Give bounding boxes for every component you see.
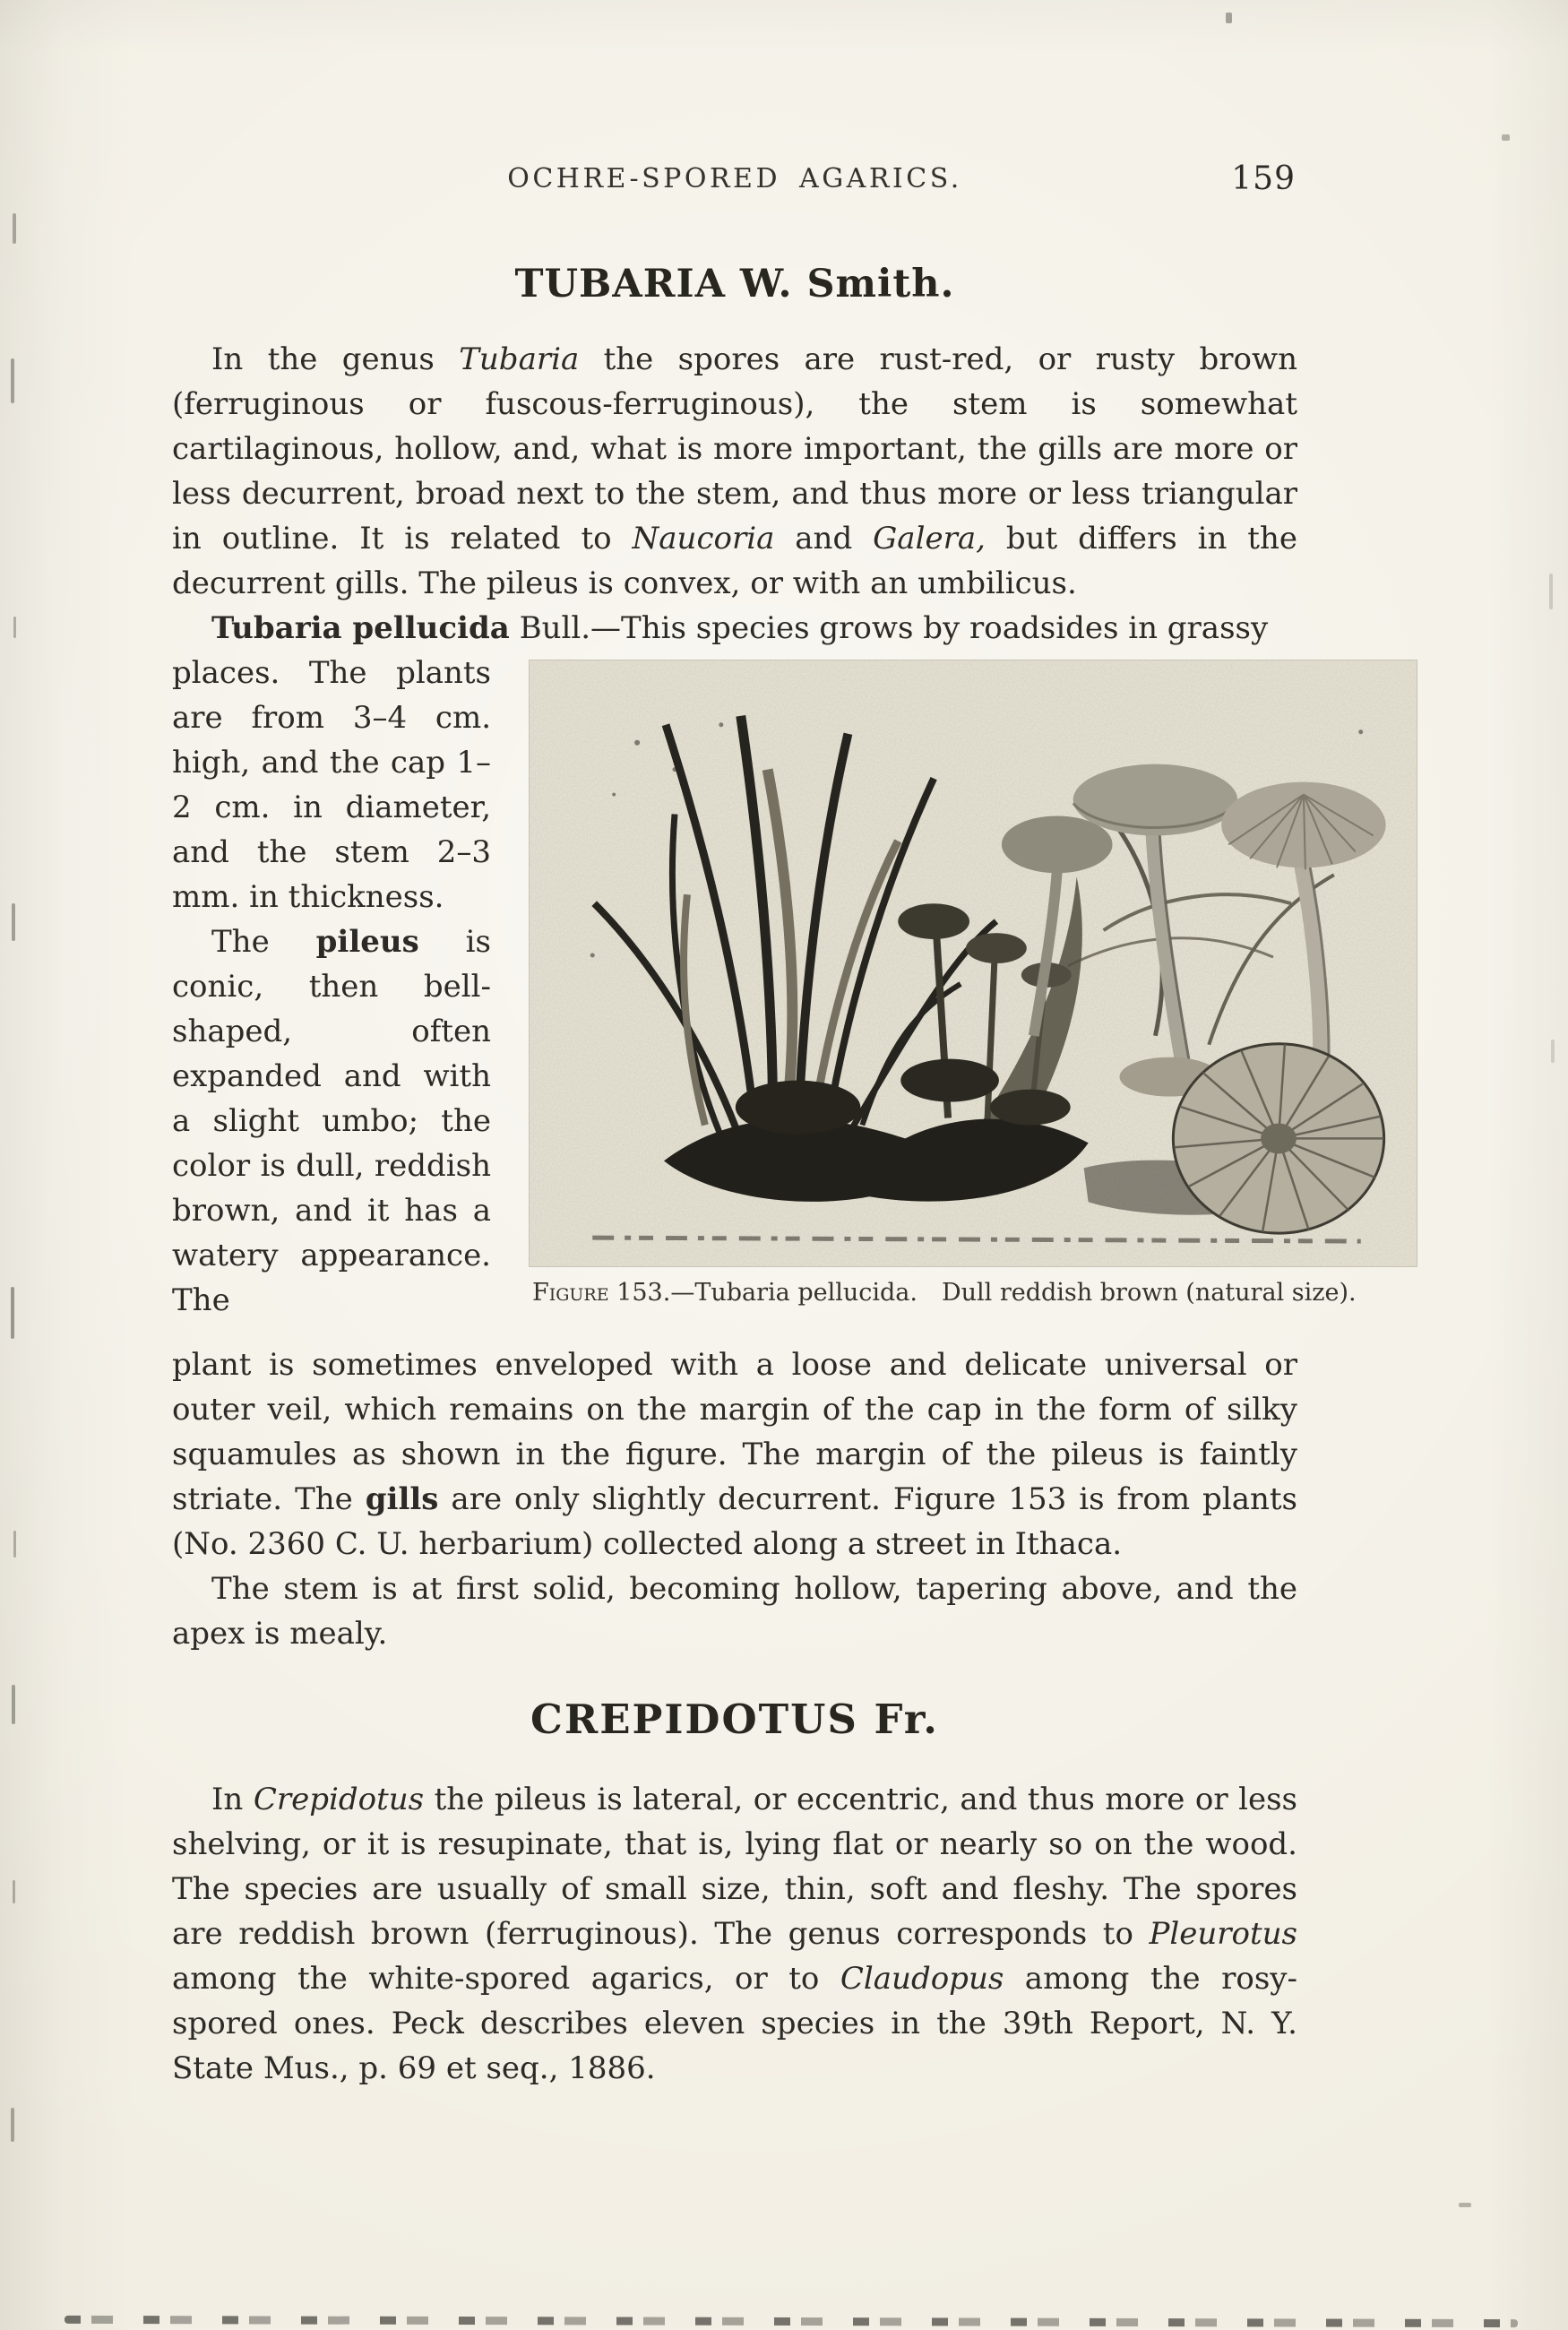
scan-artifact xyxy=(1502,134,1510,141)
tubaria-paragraph-2-wrap: places. The plants are from 3–4 cm. high, and the cap 1–2 cm. in diameter, and the stem 2–3 mm. in thickness. xyxy=(172,655,491,915)
scan-artifact xyxy=(13,617,16,638)
tubaria-paragraph-4: The stem is at first solid, becoming hollow, tapering above, and the apex is mealy. xyxy=(172,1571,1297,1652)
tubaria-paragraph-2-lead: Tubaria pellucida Bull.—This species grows by roadsides in grassy xyxy=(211,610,1269,646)
tubaria-heading: TUBARIA W. Smith. xyxy=(514,262,955,306)
scan-edge-artifact xyxy=(65,2316,1518,2327)
plate-gilled-cap xyxy=(1173,1044,1383,1233)
scan-artifact xyxy=(1459,2203,1471,2207)
scan-artifact xyxy=(13,1531,16,1558)
scan-artifact xyxy=(11,1287,14,1339)
running-header-title: OCHRE-SPORED AGARICS. xyxy=(507,163,962,194)
scan-artifact xyxy=(13,1880,15,1903)
scan-artifact xyxy=(11,358,14,403)
page-number: 159 xyxy=(1231,160,1296,197)
scan-artifact xyxy=(12,1685,15,1724)
scan-artifact xyxy=(12,903,15,941)
scan-artifact xyxy=(11,2108,14,2142)
running-header xyxy=(172,160,1297,203)
scan-artifact xyxy=(13,213,16,244)
crepidotus-heading: CREPIDOTUS Fr. xyxy=(530,1696,939,1743)
figure-caption: Figure 153.—Tubaria pellucida. Dull reddish brown (natural size). xyxy=(532,1279,1357,1307)
tubaria-paragraph-3-continued: plant is sometimes enveloped with a loose and delicate universal or outer veil, which remains on the margin of the cap in the form of silky squamules as shown in the figure. The margin of the pileus is faintly striate. The gills are only slightly decurrent. Figure 153 is from plants (No. 2360 C. U. herbarium) collected along a street in Ithaca. xyxy=(172,1347,1297,1562)
figure-and-wrapped-text xyxy=(172,651,1357,1342)
scan-artifact xyxy=(1549,574,1553,609)
crepidotus-paragraph-1: In Crepidotus the pileus is lateral, or eccentric, and thus more or less shelving, or it is resupinate, that is, lying flat or nearly so on the wood. The species are usually of small size, thin, soft and fleshy. The spores are reddish brown (ferruginous). The genus corresponds to Pleurotus among the white-spored agarics, or to Claudopus among the rosy-spored ones. Peck describes eleven species in the 39th Report, N. Y. State Mus., p. 69 et seq., 1886. xyxy=(172,1782,1297,2086)
tubaria-paragraph-3-wrap: The pileus is conic, then bell-shaped, often expanded and with a slight umbo; the color is dull, reddish brown, and it has a watery appearance. The xyxy=(172,924,491,1318)
figure-illustration xyxy=(529,660,1417,1267)
figure-153 xyxy=(529,660,1417,1308)
scan-artifact xyxy=(1551,1040,1555,1063)
page-content xyxy=(172,160,1357,2091)
tubaria-paragraph-1: In the genus Tubaria the spores are rust-red, or rusty brown (ferruginous or fuscous-ferruginous), the stem is somewhat cartilaginous, hollow, and, what is more important, the gills are more or less decurrent, broad next to the stem, and thus more or less triangular in outline. It is related to Naucoria and Galera, but differs in the decurrent gills. The pileus is convex, or with an umbilicus. xyxy=(172,341,1297,601)
wrapped-text-column xyxy=(172,651,491,1323)
scan-artifact xyxy=(1226,13,1232,23)
